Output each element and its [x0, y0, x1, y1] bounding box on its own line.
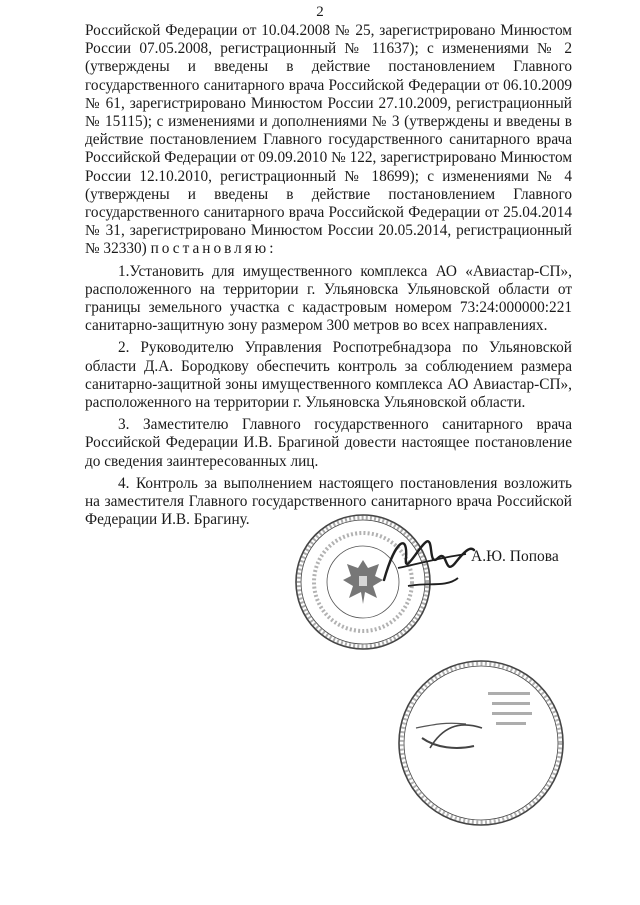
decree-word: постановляю: — [150, 240, 277, 258]
decree-item-1: 1.Установить для имущественного комплекса АО «Авиастар-СП», расположенного на территории г. Ульяновска Ульяновской области от границы земельного участка с кадастровым номером 73:24:000000:221 санитарно-защитную зону размером 300 метров во всех направлениях. — [85, 262, 572, 335]
decree-item-2: 2. Руководителю Управления Роспотребнадзора по Ульяновской области Д.А. Бородкову обеспечить контроль за соблюдением размера санитарно-защитной зоны имущественного комплекса АО Авиастар-СП», расположенного на территории г. Ульяновска Ульяновской области. — [85, 339, 572, 412]
office-stamp-icon — [396, 658, 566, 828]
signer-name: А.Ю. Попова — [471, 548, 559, 565]
signature-icon — [378, 528, 478, 596]
page-number: 2 — [316, 4, 324, 20]
preamble-paragraph — [85, 22, 572, 259]
decree-item-4: 4. Контроль за выполнением настоящего постановления возложить на заместителя Главного государственного санитарного врача Российской Федерации И.В. Брагину. — [85, 474, 572, 529]
decree-item-3: 3. Заместителю Главного государственного санитарного врача Российской Федерации И.В. Брагиной довести настоящее постановление до сведения заинтересованных лиц. — [85, 416, 572, 470]
preamble-text: Российской Федерации от 10.04.2008 № 25, зарегистрировано Минюстом России 07.05.2008, регистрационный № 11637); с изменениями № 2 (утверждены и введены в действие постановлением Главного государственного санитарного врача Российской Федерации от 06.10.2009 № 61, зарегистрировано Минюстом России 27.10.2009, регистрационный № 15115); с изменениями и дополнениями № 3 (утверждены и введены в действие постановлением Главного государственного санитарного врача Российской Федерации от 09.09.2010 № 122, зарегистрировано Минюстом России 12.10.2010, регистрационный № 18699); с изменениями № 4 (утверждены и введены в действие постановлением Главного государственного санитарного врача Российской Федерации от 25.04.2014 № 31, зарегистрировано Минюстом России 20.05.2014, регистрационный № 32330) — [85, 22, 572, 258]
document-body — [85, 22, 572, 529]
